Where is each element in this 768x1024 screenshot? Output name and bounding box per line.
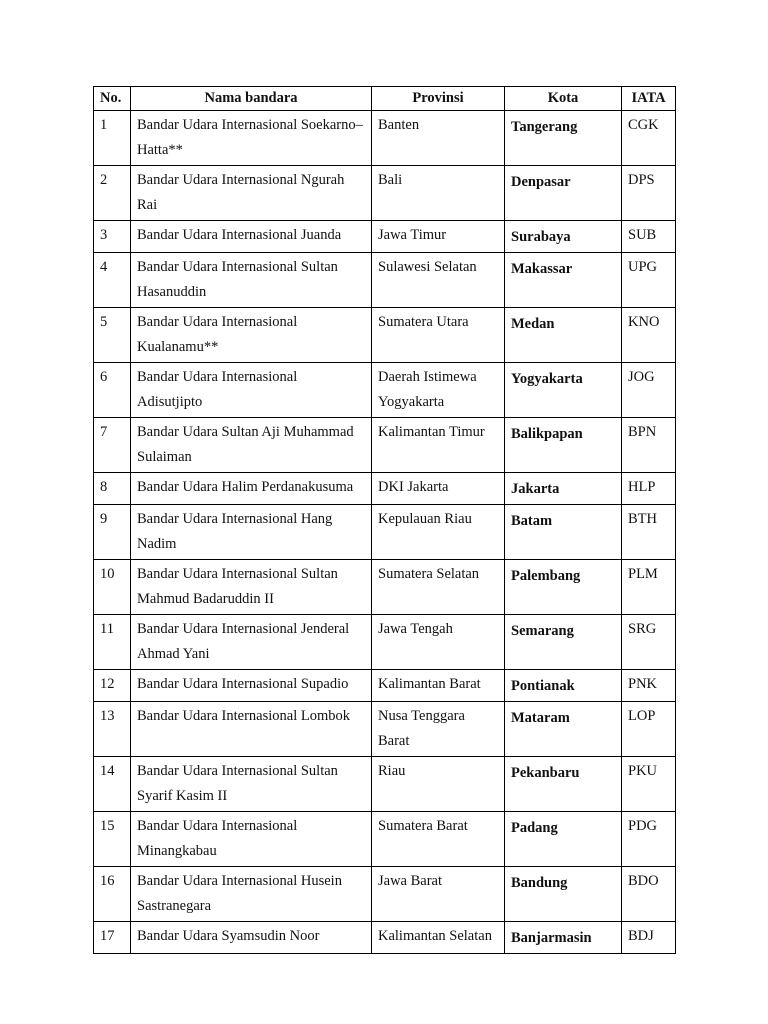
table-row	[94, 867, 676, 922]
cell-no: 8	[94, 473, 131, 505]
table-row	[94, 702, 676, 757]
cell-city: Batam	[505, 505, 622, 560]
table-row	[94, 505, 676, 560]
cell-no: 1	[94, 111, 131, 166]
cell-airport-name: Bandar Udara Internasional Lombok	[131, 702, 372, 757]
cell-airport-name: Bandar Udara Internasional Hang Nadim	[131, 505, 372, 560]
cell-no: 12	[94, 670, 131, 702]
cell-no: 9	[94, 505, 131, 560]
cell-province: Sumatera Barat	[372, 812, 505, 867]
table-row	[94, 560, 676, 615]
cell-province: Jawa Tengah	[372, 615, 505, 670]
cell-airport-name: Bandar Udara Internasional Minangkabau	[131, 812, 372, 867]
cell-iata: CGK	[622, 111, 676, 166]
cell-city: Padang	[505, 812, 622, 867]
cell-iata: SRG	[622, 615, 676, 670]
cell-no: 11	[94, 615, 131, 670]
cell-airport-name: Bandar Udara Internasional Sultan Syarif Kasim II	[131, 757, 372, 812]
cell-province: Sumatera Selatan	[372, 560, 505, 615]
cell-no: 13	[94, 702, 131, 757]
cell-province: Bali	[372, 166, 505, 221]
cell-airport-name: Bandar Udara Internasional Sultan Mahmud Badaruddin II	[131, 560, 372, 615]
cell-no: 5	[94, 308, 131, 363]
header-iata: IATA	[622, 87, 676, 111]
header-row	[94, 87, 676, 111]
cell-airport-name: Bandar Udara Sultan Aji Muhammad Sulaiman	[131, 418, 372, 473]
cell-iata: PDG	[622, 812, 676, 867]
header-city: Kota	[505, 87, 622, 111]
cell-iata: BPN	[622, 418, 676, 473]
cell-no: 10	[94, 560, 131, 615]
cell-no: 16	[94, 867, 131, 922]
cell-iata: BDO	[622, 867, 676, 922]
table-row	[94, 757, 676, 812]
table-row	[94, 308, 676, 363]
cell-airport-name: Bandar Udara Internasional Ngurah Rai	[131, 166, 372, 221]
table-row	[94, 253, 676, 308]
cell-iata: HLP	[622, 473, 676, 505]
cell-airport-name: Bandar Udara Internasional Kualanamu**	[131, 308, 372, 363]
cell-city: Makassar	[505, 253, 622, 308]
cell-iata: JOG	[622, 363, 676, 418]
airport-table	[93, 86, 676, 954]
cell-iata: PKU	[622, 757, 676, 812]
cell-city: Jakarta	[505, 473, 622, 505]
cell-iata: BDJ	[622, 922, 676, 954]
cell-no: 7	[94, 418, 131, 473]
cell-iata: BTH	[622, 505, 676, 560]
cell-city: Semarang	[505, 615, 622, 670]
cell-iata: UPG	[622, 253, 676, 308]
cell-airport-name: Bandar Udara Syamsudin Noor	[131, 922, 372, 954]
cell-city: Tangerang	[505, 111, 622, 166]
cell-no: 3	[94, 221, 131, 253]
table-row	[94, 615, 676, 670]
cell-no: 6	[94, 363, 131, 418]
cell-airport-name: Bandar Udara Halim Perdanakusuma	[131, 473, 372, 505]
cell-airport-name: Bandar Udara Internasional Adisutjipto	[131, 363, 372, 418]
cell-province: Jawa Barat	[372, 867, 505, 922]
header-province: Provinsi	[372, 87, 505, 111]
cell-province: Sumatera Utara	[372, 308, 505, 363]
cell-city: Surabaya	[505, 221, 622, 253]
cell-no: 17	[94, 922, 131, 954]
cell-province: Banten	[372, 111, 505, 166]
cell-city: Medan	[505, 308, 622, 363]
cell-iata: PNK	[622, 670, 676, 702]
cell-province: Nusa Tenggara Barat	[372, 702, 505, 757]
cell-no: 4	[94, 253, 131, 308]
cell-province: Kalimantan Barat	[372, 670, 505, 702]
cell-iata: PLM	[622, 560, 676, 615]
cell-no: 15	[94, 812, 131, 867]
cell-province: DKI Jakarta	[372, 473, 505, 505]
table-row	[94, 111, 676, 166]
cell-province: Sulawesi Selatan	[372, 253, 505, 308]
cell-city: Bandung	[505, 867, 622, 922]
cell-city: Pontianak	[505, 670, 622, 702]
table-row	[94, 363, 676, 418]
cell-city: Palembang	[505, 560, 622, 615]
cell-airport-name: Bandar Udara Internasional Soekarno–Hatta**	[131, 111, 372, 166]
cell-iata: SUB	[622, 221, 676, 253]
cell-city: Mataram	[505, 702, 622, 757]
cell-airport-name: Bandar Udara Internasional Husein Sastranegara	[131, 867, 372, 922]
table-row	[94, 670, 676, 702]
cell-city: Yogyakarta	[505, 363, 622, 418]
cell-iata: LOP	[622, 702, 676, 757]
cell-iata: DPS	[622, 166, 676, 221]
header-no: No.	[94, 87, 131, 111]
cell-province: Jawa Timur	[372, 221, 505, 253]
cell-iata: KNO	[622, 308, 676, 363]
cell-city: Pekanbaru	[505, 757, 622, 812]
table-row	[94, 812, 676, 867]
table-row	[94, 418, 676, 473]
table-row	[94, 473, 676, 505]
cell-province: Daerah Istimewa Yogyakarta	[372, 363, 505, 418]
cell-province: Kepulauan Riau	[372, 505, 505, 560]
cell-province: Kalimantan Selatan	[372, 922, 505, 954]
cell-no: 14	[94, 757, 131, 812]
cell-province: Kalimantan Timur	[372, 418, 505, 473]
table-row	[94, 221, 676, 253]
cell-airport-name: Bandar Udara Internasional Supadio	[131, 670, 372, 702]
cell-province: Riau	[372, 757, 505, 812]
cell-city: Banjarmasin	[505, 922, 622, 954]
cell-no: 2	[94, 166, 131, 221]
cell-city: Balikpapan	[505, 418, 622, 473]
cell-city: Denpasar	[505, 166, 622, 221]
table-row	[94, 922, 676, 954]
cell-airport-name: Bandar Udara Internasional Jenderal Ahmad Yani	[131, 615, 372, 670]
header-name: Nama bandara	[131, 87, 372, 111]
cell-airport-name: Bandar Udara Internasional Sultan Hasanuddin	[131, 253, 372, 308]
cell-airport-name: Bandar Udara Internasional Juanda	[131, 221, 372, 253]
table-row	[94, 166, 676, 221]
